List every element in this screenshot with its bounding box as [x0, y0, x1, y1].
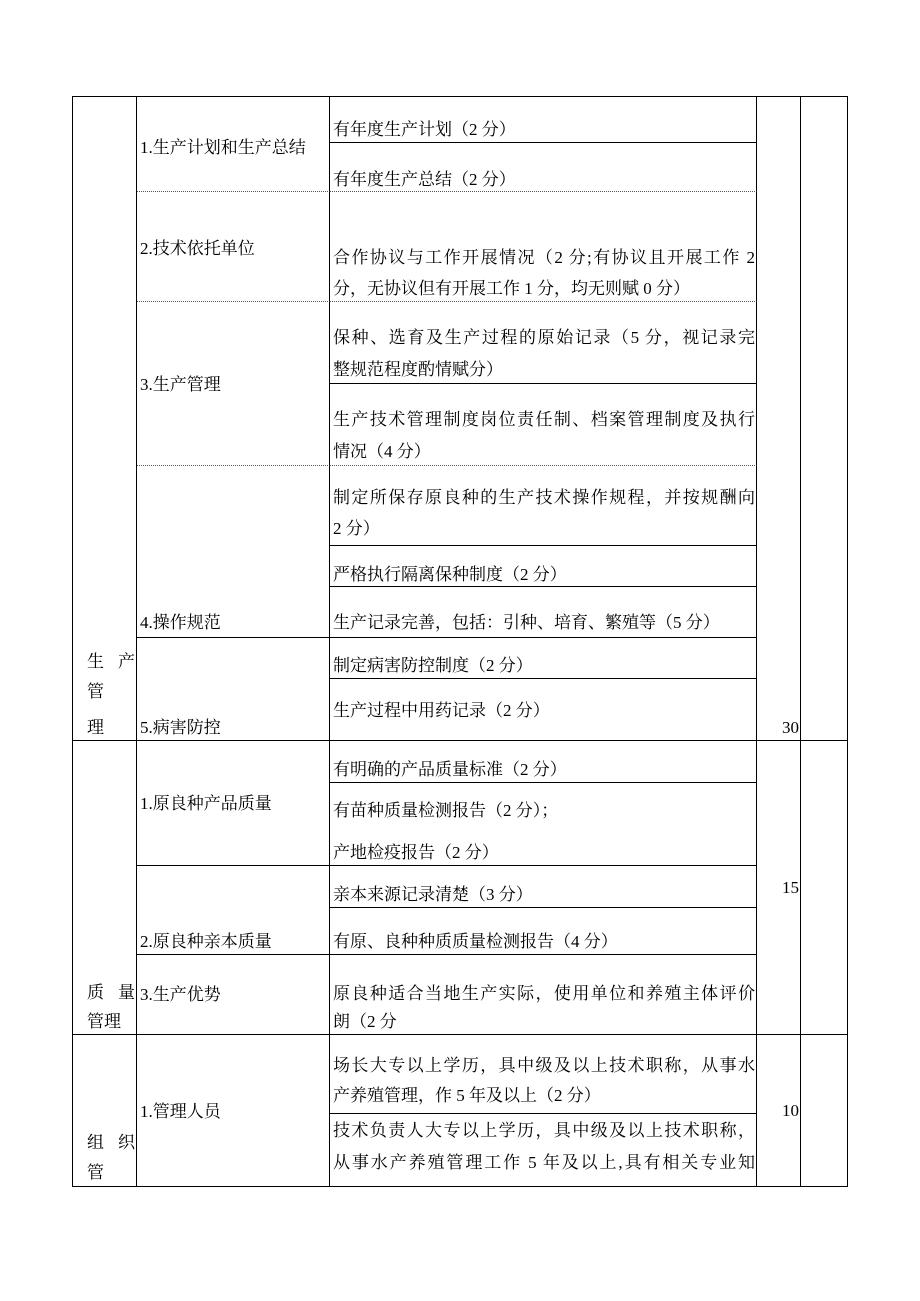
criteria-line: 整规范程度酌情赋分）	[333, 360, 503, 379]
item-label: 3.生产管理	[140, 375, 221, 394]
criteria-line: 生产过程中用药记录（2 分）	[333, 701, 550, 720]
item-cell	[137, 466, 330, 638]
criteria-line: 保种、选育及生产过程的原始记录（5 分，视记录完	[333, 328, 755, 347]
category-label-line: 管	[87, 682, 104, 701]
criteria-line: 情况（4 分）	[333, 442, 431, 461]
category-cell	[73, 97, 137, 741]
criteria-line: 分，无协议但有开展工作 1 分，均无则赋 0 分）	[333, 279, 690, 298]
criteria-line: 技术负责人大专以上学历，具中级及以上技术职称，	[333, 1121, 755, 1140]
evaluation-table	[72, 96, 848, 1187]
item-cell	[137, 302, 330, 466]
criteria-cell	[330, 143, 757, 192]
criteria-line: 生产记录完善，包括：引种、培育、繁殖等（5 分）	[333, 613, 720, 632]
item-cell	[137, 866, 330, 955]
criteria-cell	[330, 638, 757, 679]
item-label: 1.生产计划和生产总结	[140, 138, 306, 157]
remark-cell	[801, 97, 848, 741]
item-label: 4.操作规范	[140, 613, 221, 632]
score-value: 30	[782, 718, 799, 737]
criteria-cell	[330, 741, 757, 783]
item-label: 2.技术依托单位	[140, 239, 255, 258]
category-label-line: 管理	[87, 1012, 121, 1031]
category-cell	[73, 1035, 137, 1187]
criteria-line: 原良种适合当地生产实际，使用单位和养殖主体评价	[333, 984, 755, 1003]
criteria-cell	[330, 546, 757, 587]
criteria-line: 严格执行隔离保种制度（2 分）	[333, 565, 567, 584]
criteria-cell	[330, 866, 757, 908]
category-label-line: 组织	[87, 1133, 135, 1152]
criteria-cell	[330, 1035, 757, 1114]
criteria-line: 制定病害防控制度（2 分）	[333, 656, 533, 675]
criteria-line: 有苗种质量检测报告（2 分）；	[333, 801, 559, 820]
remark-cell	[801, 741, 848, 1035]
criteria-line: 有年度生产总结（2 分）	[333, 170, 516, 189]
item-label: 1.管理人员	[140, 1102, 221, 1121]
criteria-line: 2 分）	[333, 519, 380, 538]
criteria-cell	[330, 679, 757, 741]
item-cell	[137, 97, 330, 192]
category-cell	[73, 741, 137, 1035]
category-label-line: 理	[87, 718, 104, 737]
score-cell	[757, 1035, 801, 1187]
criteria-cell	[330, 97, 757, 143]
item-cell	[137, 638, 330, 741]
criteria-cell	[330, 466, 757, 546]
criteria-line: 有原、良种种质质量检测报告（4 分）	[333, 932, 618, 951]
criteria-cell	[330, 908, 757, 955]
item-label: 5.病害防控	[140, 718, 221, 737]
criteria-cell	[330, 384, 757, 466]
item-cell	[137, 192, 330, 302]
criteria-line: 产养殖管理，作 5 年及以上（2 分）	[333, 1086, 601, 1105]
item-cell	[137, 1035, 330, 1187]
remark-cell	[801, 1035, 848, 1187]
criteria-cell	[330, 783, 757, 866]
score-cell	[757, 741, 801, 1035]
score-cell	[757, 97, 801, 741]
criteria-cell	[330, 1114, 757, 1187]
item-cell	[137, 955, 330, 1035]
criteria-line: 生产技术管理制度岗位责任制、档案管理制度及执行	[333, 410, 755, 429]
criteria-line: 合作协议与工作开展情况（2 分;有协议且开展工作 2	[333, 248, 755, 267]
criteria-line: 朗（2 分	[333, 1012, 397, 1031]
category-label-line: 管	[87, 1163, 104, 1182]
criteria-line: 制定所保存原良种的生产技术操作规程，并按规酬向	[333, 488, 755, 507]
score-value: 15	[782, 878, 799, 897]
category-label-line: 质量	[87, 983, 135, 1002]
criteria-line: 场长大专以上学历，具中级及以上技术职称，从事水	[333, 1056, 755, 1075]
criteria-line: 有年度生产计划（2 分）	[333, 120, 516, 139]
criteria-cell	[330, 192, 757, 302]
category-label-line: 生产	[87, 652, 135, 671]
item-label: 1.原良种产品质量	[140, 794, 272, 813]
criteria-cell	[330, 587, 757, 638]
criteria-cell	[330, 955, 757, 1035]
criteria-line: 亲本来源记录清楚（3 分）	[333, 885, 533, 904]
item-cell	[137, 741, 330, 866]
item-label: 3.生产优势	[140, 985, 221, 1004]
criteria-line: 从事水产养殖管理工作 5 年及以上,具有相关专业知	[333, 1153, 755, 1172]
item-label: 2.原良种亲本质量	[140, 932, 272, 951]
score-value: 10	[782, 1101, 799, 1120]
criteria-cell	[330, 302, 757, 384]
criteria-line: 有明确的产品质量标准（2 分）	[333, 760, 567, 779]
criteria-line: 产地检疫报告（2 分）	[333, 843, 499, 862]
